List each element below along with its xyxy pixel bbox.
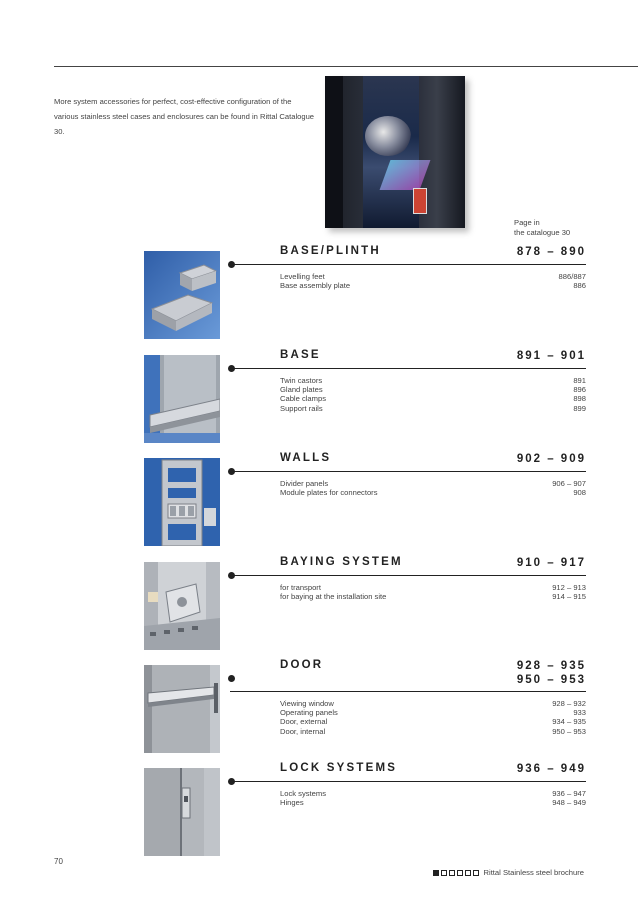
list-item: for transport 912 – 913 bbox=[280, 583, 586, 592]
list-item: Hinges 948 – 949 bbox=[280, 798, 586, 808]
page-range: 910 – 917 bbox=[516, 557, 586, 569]
list-item: Levelling feet 886/887 bbox=[280, 272, 586, 281]
list-item: Base assembly plate 886 bbox=[280, 281, 586, 291]
page-range: 878 – 890 bbox=[516, 246, 586, 258]
list-item: Operating panels 933 bbox=[280, 708, 586, 718]
item-list bbox=[280, 272, 586, 290]
walls-photo bbox=[144, 458, 220, 546]
page-range: 936 – 949 bbox=[516, 763, 586, 775]
section-lock-systems bbox=[140, 762, 586, 864]
footer-brand bbox=[433, 868, 584, 877]
section-baying-system bbox=[140, 556, 586, 658]
section-base bbox=[140, 349, 586, 451]
section-rule bbox=[230, 781, 586, 782]
catalogue-cover-image bbox=[325, 76, 465, 228]
section-rule bbox=[230, 471, 586, 472]
list-item: Cable clamps 898 bbox=[280, 394, 586, 404]
square-filled-icon bbox=[433, 870, 439, 876]
list-item: Viewing window 928 – 932 bbox=[280, 699, 586, 708]
item-list bbox=[280, 699, 586, 736]
list-item: Door, internal 950 – 953 bbox=[280, 726, 586, 736]
base-photo bbox=[144, 355, 220, 443]
page-range: 928 – 935 950 – 953 bbox=[516, 660, 586, 686]
item-list bbox=[280, 789, 586, 807]
list-item: Support rails 899 bbox=[280, 403, 586, 413]
intro-text: More system accessories for perfect, cost-effective configuration of the various stainless steel cases and enclosures can be found in Rittal Catalogue 30. bbox=[54, 97, 315, 136]
list-item: Door, external 934 – 935 bbox=[280, 717, 586, 727]
square-outline-icon bbox=[441, 870, 447, 876]
square-outline-icon bbox=[449, 870, 455, 876]
list-item: Divider panels 906 – 907 bbox=[280, 479, 586, 488]
section-title: WALLS bbox=[280, 452, 332, 464]
section-title: BAYING SYSTEM bbox=[280, 556, 403, 568]
base-plinth-photo bbox=[144, 251, 220, 339]
section-title: DOOR bbox=[280, 659, 324, 671]
list-item: Module plates for connectors 908 bbox=[280, 488, 586, 498]
section-walls bbox=[140, 452, 586, 554]
square-outline-icon bbox=[465, 870, 471, 876]
lock-systems-photo bbox=[144, 768, 220, 856]
brand-text: Rittal Stainless steel brochure bbox=[483, 868, 584, 877]
list-item: Gland plates 896 bbox=[280, 385, 586, 395]
list-item: for baying at the installation site 914 – 915 bbox=[280, 592, 586, 602]
item-list bbox=[280, 583, 586, 601]
section-base-plinth bbox=[140, 245, 586, 347]
section-rule bbox=[230, 368, 586, 369]
page-range: 891 – 901 bbox=[516, 350, 586, 362]
baying-system-photo bbox=[144, 562, 220, 650]
section-door bbox=[140, 659, 586, 761]
section-rule bbox=[230, 575, 586, 576]
section-title: LOCK SYSTEMS bbox=[280, 762, 398, 774]
section-title: BASE/PLINTH bbox=[280, 245, 381, 257]
door-photo bbox=[144, 665, 220, 753]
top-divider bbox=[54, 66, 638, 67]
page-reference-note: Page in the catalogue 30 bbox=[514, 218, 571, 237]
section-rule bbox=[230, 264, 586, 265]
section-rule bbox=[230, 691, 586, 692]
list-item: Lock systems 936 – 947 bbox=[280, 789, 586, 798]
square-outline-icon bbox=[457, 870, 463, 876]
list-item: Twin castors 891 bbox=[280, 376, 586, 385]
page-number: 70 bbox=[54, 857, 63, 866]
item-list bbox=[280, 479, 586, 497]
section-title: BASE bbox=[280, 349, 321, 361]
square-outline-icon bbox=[473, 870, 479, 876]
page-range: 902 – 909 bbox=[516, 453, 586, 465]
rittal-logo-icon bbox=[413, 188, 427, 214]
bullet-dot bbox=[228, 675, 235, 682]
item-list bbox=[280, 376, 586, 413]
